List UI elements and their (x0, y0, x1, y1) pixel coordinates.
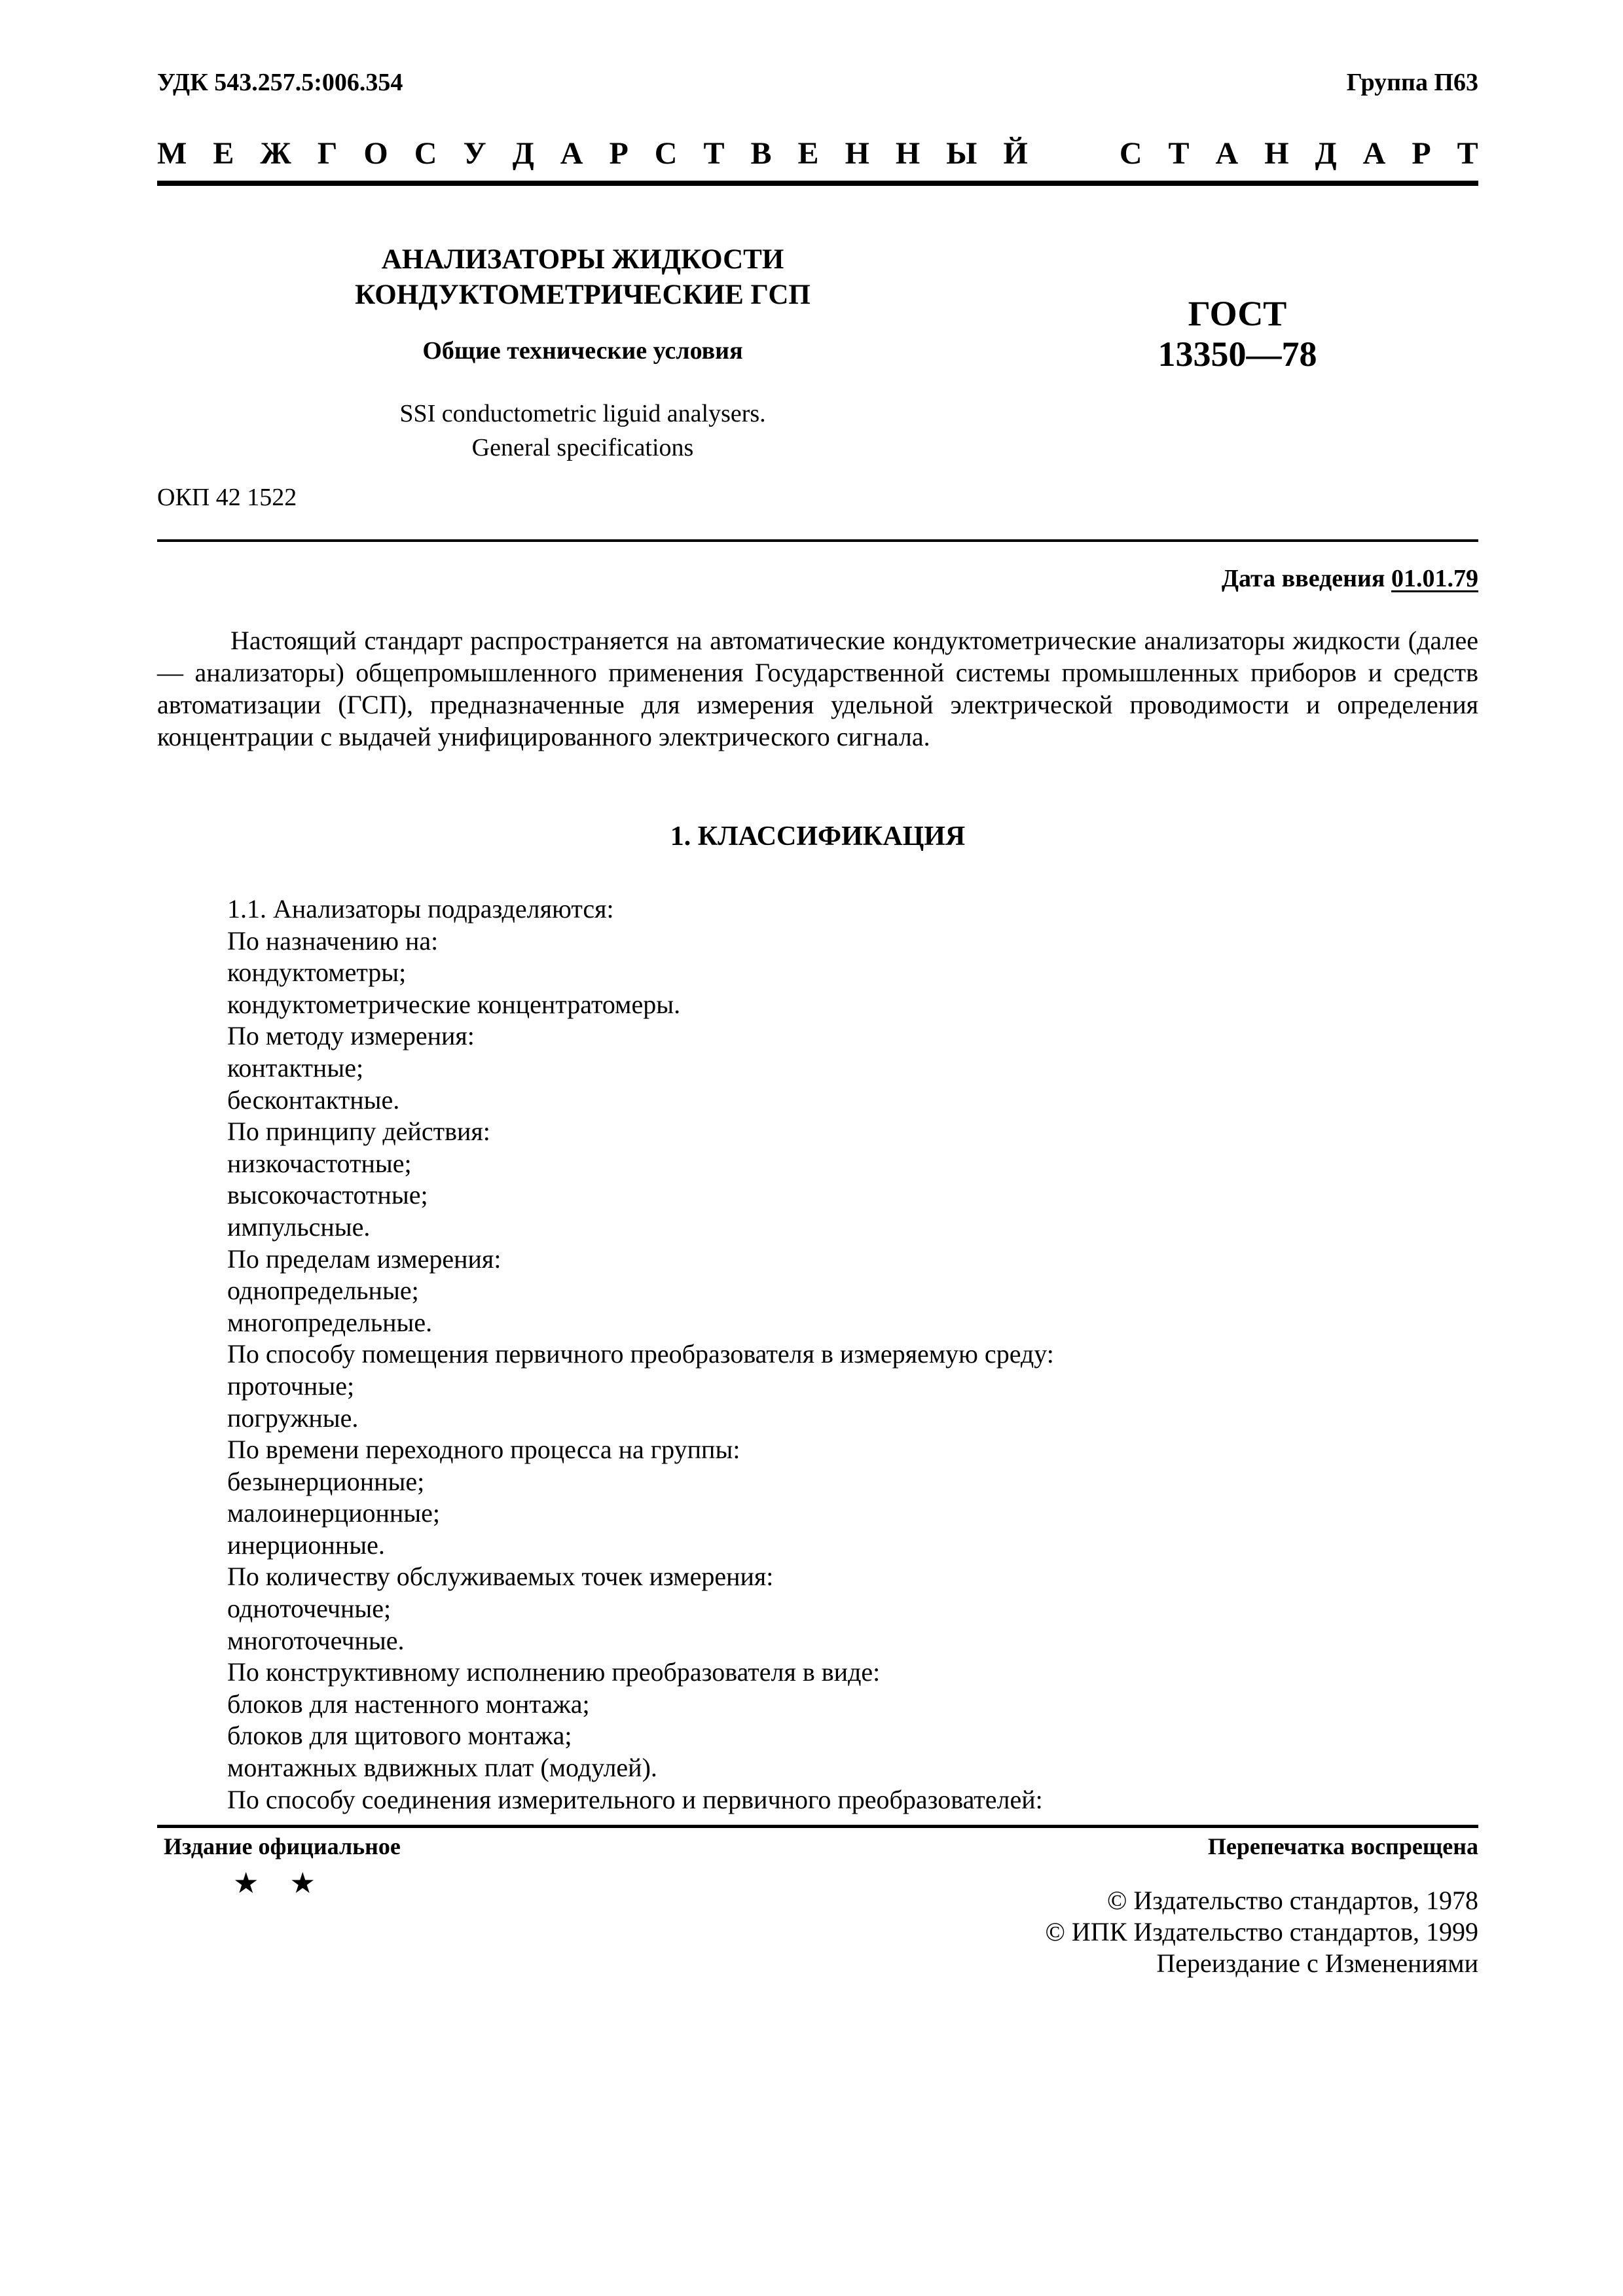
list-item: кондуктометрические концентратомеры. (227, 989, 681, 1019)
gost-code: 13350—78 (1158, 334, 1317, 374)
banner-letter: Т (1457, 135, 1478, 171)
banner-letter: Ж (260, 135, 291, 171)
list-item: кондуктометры; (227, 958, 407, 988)
list-item: По количеству обслуживаемых точек измерения: (227, 1562, 774, 1592)
gost-label: ГОСТ (1188, 294, 1287, 333)
introduction-date (1222, 564, 1478, 593)
copyright-line-2: © ИПК Издательство стандартов, 1999 (1045, 1917, 1478, 1946)
list-item: блоков для настенного монтажа; (227, 1689, 590, 1719)
star-marks: ★ ★ (233, 1867, 327, 1899)
banner-letter: У (463, 135, 486, 171)
reprint-prohibited-label: Перепечатка воспрещена (1207, 1833, 1478, 1859)
title-line-2: КОНДУКТОМЕТРИЧЕСКИЕ ГСП (355, 279, 811, 310)
list-item: блоков для щитового монтажа; (227, 1721, 572, 1751)
list-item: высокочастотные; (227, 1180, 428, 1210)
list-item: По методу измерения: (227, 1021, 475, 1051)
banner-letter: Р (1412, 135, 1431, 171)
banner-letter: Й (1003, 135, 1028, 171)
list-item: малоинерционные; (227, 1498, 441, 1528)
document-title (282, 242, 884, 313)
banner-letter: Р (609, 135, 629, 171)
banner-letter: Т (1168, 135, 1190, 171)
banner-letter: А (1215, 135, 1239, 171)
banner-letter: Г (317, 135, 338, 171)
footer-rule (157, 1825, 1478, 1828)
banner-letter: Д (1315, 135, 1337, 171)
banner-letter: Е (797, 135, 819, 171)
classification-list (227, 893, 1471, 1816)
list-item: однопредельные; (227, 1276, 419, 1306)
banner-letter: В (750, 135, 772, 171)
banner-letter: Ы (946, 135, 977, 171)
section-heading: 1. КЛАССИФИКАЦИЯ (670, 821, 966, 852)
list-item: монтажных вдвижных плат (модулей). (227, 1753, 657, 1783)
introduction-date-value: 01.01.79 (1391, 565, 1478, 592)
gost-number (1113, 293, 1362, 374)
list-item: низкочастотные; (227, 1148, 412, 1178)
title-rule (157, 539, 1478, 542)
official-edition-label: Издание официальное (164, 1833, 401, 1859)
banner-letter: А (560, 135, 583, 171)
list-item: многоточечные. (227, 1625, 405, 1655)
okp-code: ОКП 42 1522 (157, 484, 297, 511)
document-subtitle: Общие технические условия (422, 337, 743, 365)
standard-type-banner (157, 134, 1478, 173)
list-item: 1.1. Анализаторы подразделяются: (227, 894, 614, 924)
list-item: проточные; (227, 1371, 355, 1401)
banner-letter: Д (512, 135, 534, 171)
list-item: По конструктивному исполнению преобразователя в виде: (227, 1657, 881, 1687)
banner-letter: М (157, 135, 187, 171)
list-item: бесконтактные. (227, 1085, 400, 1115)
english-title-line-1: SSI conductometric liguid analysers. (399, 400, 766, 427)
list-item: инерционные. (227, 1530, 385, 1560)
list-item: По принципу действия: (227, 1117, 490, 1147)
list-item: импульсные. (227, 1211, 371, 1242)
banner-letter: Т (703, 135, 725, 171)
intro-paragraph: Настоящий стандарт распространяется на автоматические кондуктометрические анализаторы жидкости (далее — анализаторы) общепромышленного применения Государственной системы промышленных приборов и средств автоматизации (ГСП), предназначенные для измерения удельной электрической проводимости и определения концентрации с выдачей унифицированного электрического сигнала. (157, 626, 1478, 751)
banner-letter: С (1119, 135, 1142, 171)
list-item: контактные; (227, 1052, 364, 1083)
banner-letter: А (1362, 135, 1386, 171)
banner-letter: Н (1264, 135, 1289, 171)
copyright-line-1: © Издательство стандартов, 1978 (1106, 1886, 1478, 1915)
introduction-date-label: Дата введения (1221, 565, 1385, 592)
group-code: Группа П63 (1346, 69, 1478, 96)
reissue-note: Переиздание с Изменениями (1156, 1948, 1478, 1978)
banner-letter: Н (845, 135, 869, 171)
list-item: погружные. (227, 1403, 359, 1433)
list-item: многопредельные. (227, 1307, 433, 1337)
list-item: По назначению на: (227, 925, 439, 956)
banner-letter: С (414, 135, 437, 171)
banner-letter: С (654, 135, 678, 171)
list-item: По пределам измерения: (227, 1244, 501, 1274)
banner-letter: Н (895, 135, 921, 171)
english-title-line-2: General specifications (471, 434, 694, 461)
banner-letter: О (363, 135, 388, 171)
list-item: одноточечные; (227, 1594, 392, 1624)
header-rule (157, 181, 1478, 186)
list-item: безынерционные; (227, 1466, 425, 1496)
copyright-block (1046, 1885, 1478, 1979)
title-line-1: АНАЛИЗАТОРЫ ЖИДКОСТИ (381, 244, 784, 275)
list-item: По способу соединения измерительного и первичного преобразователей: (227, 1784, 1043, 1814)
list-item: По способу помещения первичного преобразователя в измеряемую среду: (227, 1339, 1054, 1369)
udk-code: УДК 543.257.5:006.354 (157, 69, 403, 96)
list-item: По времени переходного процесса на группы: (227, 1435, 740, 1465)
banner-letter: Е (213, 135, 234, 171)
english-title (282, 397, 884, 465)
